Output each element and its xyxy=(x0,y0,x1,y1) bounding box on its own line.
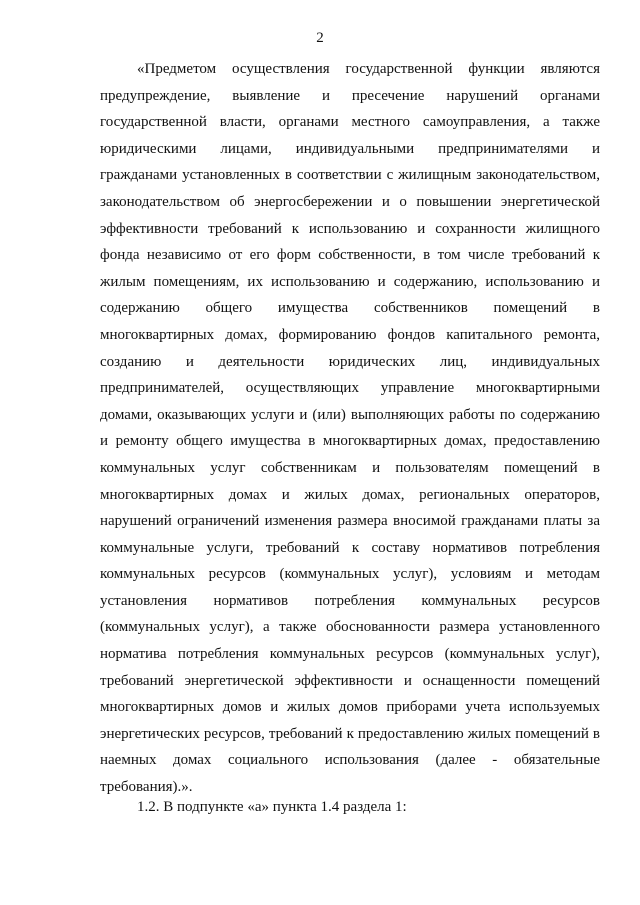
text-line: 1.2. В подпункте «а» пункта 1.4 раздела 1: xyxy=(137,799,407,815)
text-line: жилым помещениям, их использованию и содержанию, использованию и xyxy=(100,273,600,290)
text-line: энергетических ресурсов, требований к предоставлению жилых помещений в xyxy=(100,725,600,742)
text-line: предупреждение, выявление и пресечение нарушений органами xyxy=(100,87,600,104)
text-line: созданию и деятельности юридических лиц, индивидуальных xyxy=(100,353,600,370)
text-line: и ремонту общего имущества в многоквартирных домах, предоставлению xyxy=(100,433,600,450)
paragraph-subclause xyxy=(100,794,600,821)
text-line: коммунальных услуг собственникам и пользователям помещений в xyxy=(100,459,600,476)
text-line: нарушений ограничений изменения размера вносимой гражданами платы за xyxy=(100,513,600,530)
text-line: многоквартирных домах и жилых домах, региональных операторов, xyxy=(100,486,600,503)
text-line: требования).». xyxy=(100,779,193,796)
page-number: 2 xyxy=(316,30,324,46)
text-line: требований энергетической эффективности и оснащенности помещений xyxy=(100,672,600,689)
text-line: многоквартирных домах, формированию фондов капитального ремонта, xyxy=(100,326,600,343)
text-line: юридическими лицами, индивидуальными предпринимателями и xyxy=(100,140,600,157)
text-line: гражданами установленных в соответствии с жилищным законодательством, xyxy=(100,167,600,184)
text-line: домами, оказывающих услуги и (или) выполняющих работы по содержанию xyxy=(100,406,600,423)
text-line: законодательством об энергосбережении и о повышении энергетической xyxy=(100,193,600,210)
text-line: государственной власти, органами местного самоуправления, а также xyxy=(100,114,600,131)
text-line: предпринимателей, осуществляющих управление многоквартирными xyxy=(100,380,600,397)
paragraph-main xyxy=(100,56,600,801)
text-line: коммунальных ресурсов (коммунальных услуг), условиям и методам xyxy=(100,566,600,583)
text-line: эффективности требований к использованию и сохранности жилищного xyxy=(100,220,600,237)
text-line: содержанию общего имущества собственников помещений в xyxy=(100,300,600,317)
text-line: коммунальные услуги, требований к составу нормативов потребления xyxy=(100,539,600,556)
text-line: многоквартирных домов и жилых домов приборами учета используемых xyxy=(100,699,600,716)
text-line: наемных домах социального использования (далее - обязательные xyxy=(100,752,600,769)
text-line: норматива потребления коммунальных ресурсов (коммунальных услуг), xyxy=(100,646,600,663)
text-line: установления нормативов потребления коммунальных ресурсов xyxy=(100,592,600,609)
text-line: (коммунальных услуг), а также обоснованности размера установленного xyxy=(100,619,600,636)
text-line: фонда независимо от его форм собственности, в том числе требований к xyxy=(100,247,600,264)
text-line: «Предметом осуществления государственной функции являются xyxy=(137,61,600,77)
